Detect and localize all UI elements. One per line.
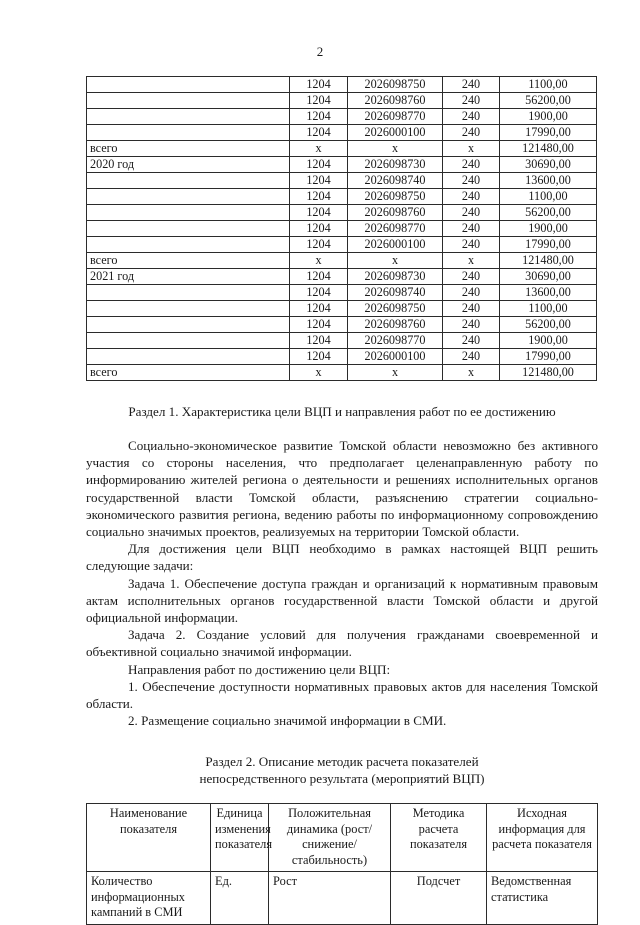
row-amount: 1100,00 [500, 189, 597, 205]
row-label [87, 317, 290, 333]
row-expense-type: 240 [443, 173, 500, 189]
table-row-year [87, 157, 597, 173]
table-row-total [87, 141, 597, 157]
row-label [87, 205, 290, 221]
table-row [87, 205, 597, 221]
row-target-code: 2026098730 [348, 269, 443, 285]
row-section-code: 1204 [290, 205, 348, 221]
row-target-code: x [348, 253, 443, 269]
row-amount: 17990,00 [500, 125, 597, 141]
section2-heading-line2: непосредственного результата (мероприятий ВЦП) [199, 771, 485, 787]
row-target-code: 2026000100 [348, 125, 443, 141]
row-amount: 121480,00 [500, 365, 597, 381]
row-section-code: 1204 [290, 349, 348, 365]
table-row [87, 317, 597, 333]
row-section-code: 1204 [290, 317, 348, 333]
column-header-name: Наименование показателя [87, 804, 211, 872]
row-label [87, 125, 290, 141]
section2-heading-line1: Раздел 2. Описание методик расчета показателей [205, 754, 479, 770]
row-amount: 56200,00 [500, 317, 597, 333]
section1-directions-intro: Направления работ по достижению цели ВЦП: [128, 661, 391, 677]
table-row [87, 301, 597, 317]
table-row-year [87, 269, 597, 285]
row-expense-type: x [443, 253, 500, 269]
row-label [87, 173, 290, 189]
row-section-code: 1204 [290, 221, 348, 237]
row-target-code: 2026098760 [348, 317, 443, 333]
row-amount: 1100,00 [500, 301, 597, 317]
row-amount: 13600,00 [500, 173, 597, 189]
row-label [87, 109, 290, 125]
row-expense-type: 240 [443, 269, 500, 285]
table-row [87, 109, 597, 125]
row-target-code: 2026098740 [348, 173, 443, 189]
row-target-code: 2026000100 [348, 349, 443, 365]
row-amount: 17990,00 [500, 349, 597, 365]
column-header-dynamics: Положительная динамика (рост/снижение/ стабильность) [269, 804, 391, 872]
row-expense-type: 240 [443, 237, 500, 253]
row-expense-type: 240 [443, 205, 500, 221]
row-expense-type: 240 [443, 333, 500, 349]
row-expense-type: 240 [443, 77, 500, 93]
row-label [87, 301, 290, 317]
row-section-code: 1204 [290, 157, 348, 173]
table-row-total [87, 365, 597, 381]
row-amount: 30690,00 [500, 157, 597, 173]
row-label [87, 285, 290, 301]
row-expense-type: 240 [443, 317, 500, 333]
column-header-source: Исходная информация для расчета показателя [487, 804, 598, 872]
row-expense-type: 240 [443, 109, 500, 125]
row-label [87, 333, 290, 349]
row-expense-type: 240 [443, 221, 500, 237]
row-expense-type: 240 [443, 189, 500, 205]
row-section-code: 1204 [290, 125, 348, 141]
row-amount: 1900,00 [500, 221, 597, 237]
table-row-total [87, 253, 597, 269]
row-amount: 56200,00 [500, 205, 597, 221]
row-target-code: 2026098750 [348, 77, 443, 93]
row-target-code: x [348, 141, 443, 157]
row-target-code: 2026098770 [348, 109, 443, 125]
section1-paragraph-1: Социально-экономическое развитие Томской области невозможно без активного участия со стороны населения, что предполагает целенаправленную работу по информированию жителей региона о деятельности и решениях исполнительных органов государственной власти Томской области, разъяснению стратегии социально-экономического развития региона, ведению работы по информационному сопровождению социально значимых проектов, реализуемых на территории Томской области. [86, 438, 598, 540]
row-target-code: 2026098750 [348, 301, 443, 317]
table-header-row [87, 804, 598, 872]
row-label: всего [87, 141, 290, 157]
row-label: всего [87, 365, 290, 381]
row-expense-type: x [443, 141, 500, 157]
row-section-code: 1204 [290, 93, 348, 109]
row-expense-type: 240 [443, 157, 500, 173]
section1-direction-2: 2. Размещение социально значимой информации в СМИ. [128, 713, 447, 729]
table-row [87, 237, 597, 253]
row-section-code: 1204 [290, 77, 348, 93]
table-row [87, 189, 597, 205]
row-amount: 17990,00 [500, 237, 597, 253]
row-expense-type: 240 [443, 93, 500, 109]
column-header-unit: Единица изменения показателя [211, 804, 269, 872]
row-label [87, 237, 290, 253]
cell-indicator-name: Количество информационных кампаний в СМИ [87, 872, 211, 925]
section1-paragraph-2: Для достижения цели ВЦП необходимо в рамках настоящей ВЦП решить следующие задачи: [86, 541, 598, 574]
row-target-code: 2026098750 [348, 189, 443, 205]
row-section-code: 1204 [290, 173, 348, 189]
row-target-code: 2026098730 [348, 157, 443, 173]
row-amount: 1100,00 [500, 77, 597, 93]
row-label: 2021 год [87, 269, 290, 285]
row-amount: 56200,00 [500, 93, 597, 109]
table-row [87, 125, 597, 141]
row-amount: 30690,00 [500, 269, 597, 285]
table-row [87, 285, 597, 301]
table-row [87, 349, 597, 365]
row-section-code: 1204 [290, 333, 348, 349]
row-expense-type: x [443, 365, 500, 381]
row-amount: 1900,00 [500, 109, 597, 125]
row-target-code: 2026098760 [348, 205, 443, 221]
row-label [87, 77, 290, 93]
row-label [87, 189, 290, 205]
row-target-code: x [348, 365, 443, 381]
section1-heading: Раздел 1. Характеристика цели ВЦП и направления работ по ее достижению [128, 404, 556, 419]
table-row [87, 77, 597, 93]
section1-task-2: Задача 2. Создание условий для получения гражданами своевременной и объективной социально значимой информации. [86, 627, 598, 660]
row-target-code: 2026098770 [348, 333, 443, 349]
cell-indicator-dynamics: Рост [269, 872, 391, 925]
row-expense-type: 240 [443, 301, 500, 317]
cell-indicator-source: Ведомственная статистика [487, 872, 598, 925]
row-section-code: 1204 [290, 109, 348, 125]
column-header-method: Методика расчета показателя [391, 804, 487, 872]
row-section-code: 1204 [290, 237, 348, 253]
row-amount: 121480,00 [500, 253, 597, 269]
table-row [87, 333, 597, 349]
page-number: 2 [316, 44, 324, 59]
section1-task-1: Задача 1. Обеспечение доступа граждан и организаций к нормативным правовым актам исполнительных органов государственной власти Томской области и другой официальной информации. [86, 575, 598, 626]
page-content [86, 76, 598, 925]
row-label [87, 93, 290, 109]
row-label [87, 221, 290, 237]
indicator-methodology-table [86, 803, 598, 925]
row-expense-type: 240 [443, 125, 500, 141]
row-target-code: 2026098740 [348, 285, 443, 301]
row-label: 2020 год [87, 157, 290, 173]
row-section-code: x [290, 253, 348, 269]
cell-indicator-method: Подсчет [391, 872, 487, 925]
row-section-code: 1204 [290, 285, 348, 301]
row-target-code: 2026098760 [348, 93, 443, 109]
row-label: всего [87, 253, 290, 269]
row-section-code: x [290, 365, 348, 381]
row-expense-type: 240 [443, 285, 500, 301]
row-amount: 13600,00 [500, 285, 597, 301]
cell-indicator-unit: Ед. [211, 872, 269, 925]
row-amount: 1900,00 [500, 333, 597, 349]
row-label [87, 349, 290, 365]
row-section-code: 1204 [290, 301, 348, 317]
row-expense-type: 240 [443, 349, 500, 365]
row-section-code: x [290, 141, 348, 157]
table-row [87, 173, 597, 189]
row-section-code: 1204 [290, 189, 348, 205]
budget-allocation-table [86, 76, 597, 381]
row-target-code: 2026098770 [348, 221, 443, 237]
table-row [87, 93, 597, 109]
table-row [87, 872, 598, 925]
row-target-code: 2026000100 [348, 237, 443, 253]
row-section-code: 1204 [290, 269, 348, 285]
section1-direction-1: 1. Обеспечение доступности нормативных правовых актов для населения Томской области. [86, 678, 598, 712]
row-amount: 121480,00 [500, 141, 597, 157]
table-row [87, 221, 597, 237]
